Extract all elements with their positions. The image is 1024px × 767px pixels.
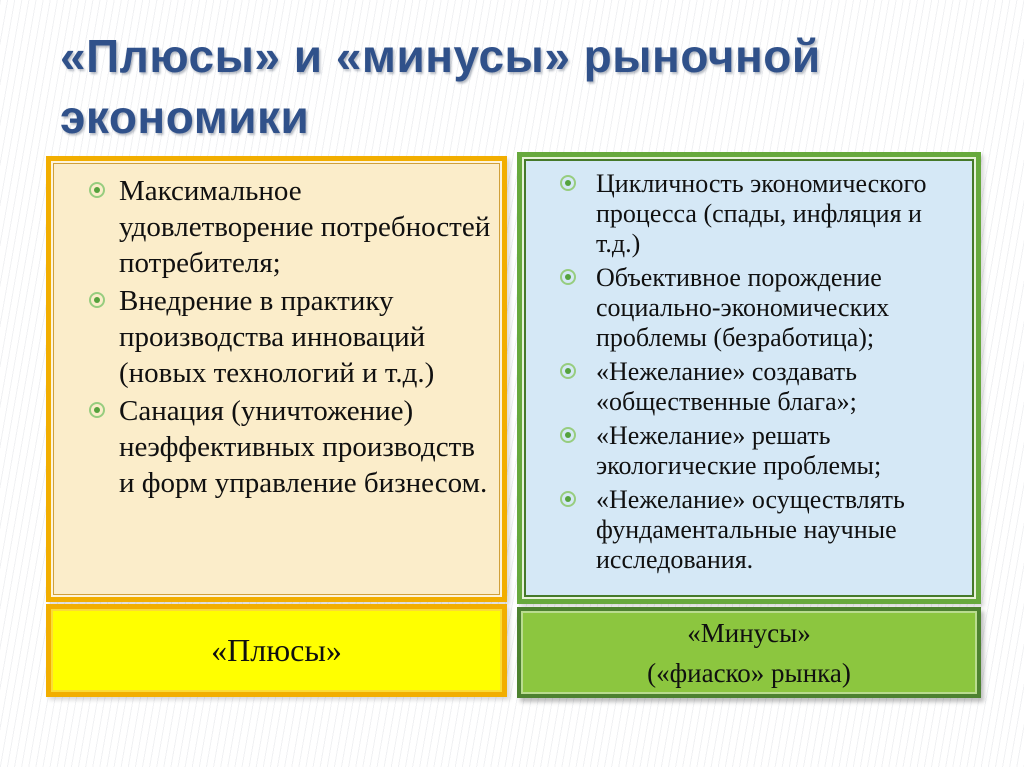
item-text: Максимальное удовлетворение потребностей потребителя; <box>119 175 491 279</box>
list-item <box>560 421 972 481</box>
list-item <box>89 283 496 391</box>
ring-dot-bullet-icon <box>560 491 576 507</box>
item-text: Санация (уничтожение) неэффективных производств и форм управление бизнесом. <box>119 395 488 499</box>
ring-dot-bullet-icon <box>560 363 576 379</box>
item-text: «Нежелание» создавать «общественные блага»; <box>596 357 857 416</box>
pros-label-text: «Плюсы» <box>211 632 342 668</box>
ring-dot-bullet-icon <box>560 269 576 285</box>
item-text: «Нежелание» решать экологические проблемы; <box>596 421 882 480</box>
item-text: Объективное порождение социально-экономических проблемы (безработица); <box>596 263 890 352</box>
cons-label <box>517 607 981 698</box>
ring-dot-bullet-icon <box>89 292 105 308</box>
list-item <box>560 169 972 259</box>
slide-title: «Плюсы» и «минусы» рыночной экономики <box>60 30 821 143</box>
item-text: «Нежелание» осуществлять фундаментальные научные исследования. <box>596 485 905 574</box>
cons-label-line1: «Минусы» <box>687 617 811 648</box>
list-item <box>560 263 972 353</box>
pros-label <box>46 604 507 697</box>
ring-dot-bullet-icon <box>89 182 105 198</box>
pros-list <box>65 173 496 501</box>
list-item <box>560 485 972 575</box>
list-item <box>89 393 496 501</box>
ring-dot-bullet-icon <box>560 175 576 191</box>
item-text: Внедрение в практику производства инноваций (новых технологий и т.д.) <box>119 285 435 389</box>
ring-dot-bullet-icon <box>560 427 576 443</box>
pros-panel <box>46 156 507 602</box>
item-text: Цикличность экономического процесса (спады, инфляция и т.д.) <box>596 169 927 258</box>
list-item <box>560 357 972 417</box>
ring-dot-bullet-icon <box>89 402 105 418</box>
cons-label-line2: («фиаско» рынка) <box>647 657 851 688</box>
cons-list <box>540 169 972 575</box>
cons-panel <box>517 152 981 604</box>
list-item <box>89 173 496 281</box>
